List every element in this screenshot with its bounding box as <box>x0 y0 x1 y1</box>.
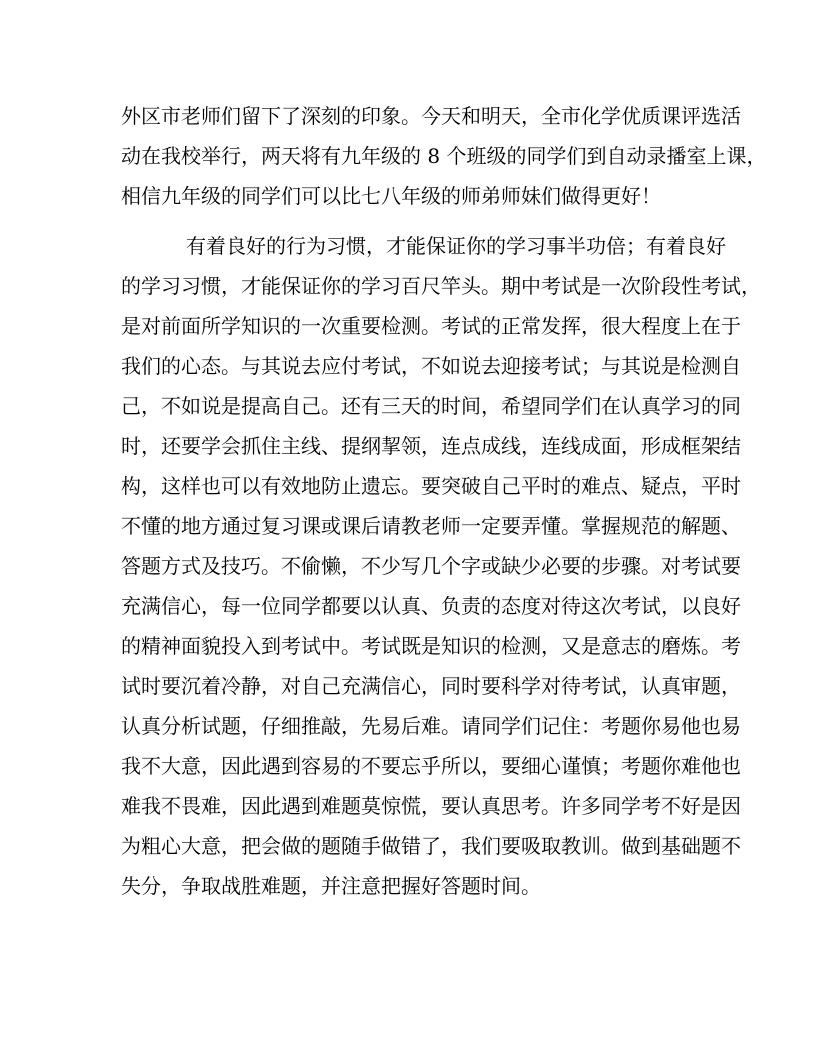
paragraph-2-line-3: 是对前面所学知识的一次重要检测。考试的正常发挥，很大程度上在于 <box>121 314 741 338</box>
paragraph-2-line-17: 失分，争取战胜难题，并注意把握好答题时间。 <box>121 874 541 898</box>
paragraph-2-line-16: 为粗心大意，把会做的题随手做错了，我们要吸取教训。做到基础题不 <box>121 834 741 858</box>
paragraph-1-line-1: 外区市老师们留下了深刻的印象。今天和明天，全市化学优质课评选活 <box>121 104 741 128</box>
paragraph-2-line-1: 有着良好的行为习惯，才能保证你的学习事半功倍；有着良好 <box>186 234 726 258</box>
paragraph-1-line-3: 相信九年级的同学们可以比七八年级的师弟师妹们做得更好！ <box>121 184 661 208</box>
paragraph-2-line-8: 不懂的地方通过复习课或课后请教老师一定要弄懂。掌握规范的解题、 <box>121 514 741 538</box>
paragraph-2-line-9: 答题方式及技巧。不偷懒，不少写几个字或缺少必要的步骤。对考试要 <box>121 554 741 578</box>
paragraph-2-line-7: 构，这样也可以有效地防止遗忘。要突破自己平时的难点、疑点，平时 <box>121 474 741 498</box>
paragraph-2-line-2: 的学习习惯，才能保证你的学习百尺竿头。期中考试是一次阶段性考试， <box>121 274 761 298</box>
paragraph-2-line-14: 我不大意，因此遇到容易的不要忘乎所以，要细心谨慎；考题你难他也 <box>121 754 741 778</box>
paragraph-2-line-11: 的精神面貌投入到考试中。考试既是知识的检测，又是意志的磨炼。考 <box>121 634 741 658</box>
paragraph-2-line-12: 试时要沉着冷静，对自己充满信心，同时要科学对待考试，认真审题， <box>121 674 741 698</box>
paragraph-2-line-10: 充满信心，每一位同学都要以认真、负责的态度对待这次考试，以良好 <box>121 594 741 618</box>
paragraph-2-line-5: 己，不如说是提高自己。还有三天的时间，希望同学们在认真学习的同 <box>121 394 741 418</box>
paragraph-2-line-13: 认真分析试题，仔细推敲，先易后难。请同学们记住：考题你易他也易 <box>121 714 741 738</box>
paragraph-2-line-4: 我们的心态。与其说去应付考试，不如说去迎接考试；与其说是检测自 <box>121 354 741 378</box>
paragraph-2-line-15: 难我不畏难，因此遇到难题莫惊慌，要认真思考。许多同学考不好是因 <box>121 794 741 818</box>
paragraph-1-line-2: 动在我校举行，两天将有九年级的 8 个班级的同学们到自动录播室上课， <box>121 144 767 168</box>
paragraph-2-line-6: 时，还要学会抓住主线、提纲挈领，连点成线，连线成面，形成框架结 <box>121 434 741 458</box>
